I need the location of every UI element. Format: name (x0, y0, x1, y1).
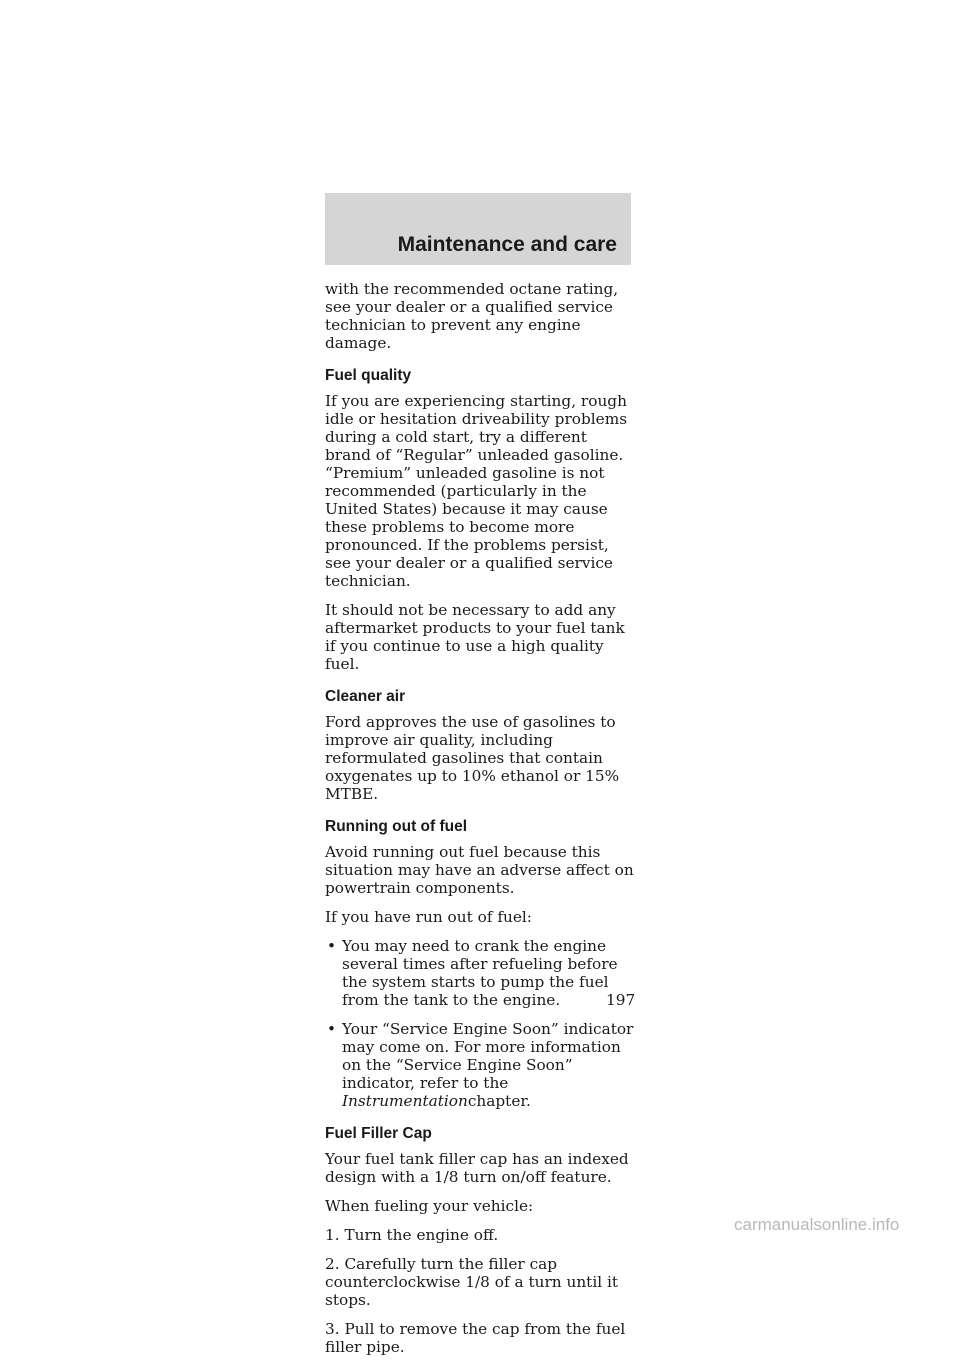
page-body (325, 280, 635, 1367)
fuel-quality-paragraph-2: It should not be necessary to add any aftermarket products to your fuel tank if you continue to use a high quality fuel. (325, 601, 625, 673)
cleaner-air-paragraph: Ford approves the use of gasolines to improve air quality, including reformulated gasolines that contain oxygenates up to 10% ethanol or 15% MTBE. (325, 713, 620, 803)
bullet-icon: • (327, 1020, 337, 1038)
bullet-icon: • (327, 937, 337, 955)
watermark: carmanualsonline.info (734, 1215, 900, 1234)
heading-fuel-quality: Fuel quality (325, 367, 412, 384)
section-header-band (325, 193, 631, 265)
running-out-paragraph-2: If you have run out of fuel: (325, 908, 532, 926)
filler-cap-paragraph-1: Your fuel tank filler cap has an indexed design with a 1/8 turn on/off feature. (325, 1150, 629, 1186)
intro-paragraph: with the recommended octane rating, see your dealer or a qualified service technician to prevent any engine damage. (325, 280, 619, 352)
bullet-text: Your “Service Engine Soon” indicator may come on. For more information on the “Service Engine Soon” indicator, refer to the (342, 1020, 634, 1092)
step-1: 1. Turn the engine off. (325, 1226, 499, 1244)
step-2: 2. Carefully turn the filler cap counterclockwise 1/8 of a turn until it stops. (325, 1255, 619, 1309)
step-3: 3. Pull to remove the cap from the fuel filler pipe. (325, 1320, 626, 1356)
heading-fuel-filler-cap: Fuel Filler Cap (325, 1125, 432, 1142)
fuel-quality-paragraph-1: If you are experiencing starting, rough idle or hesitation driveability problems during a cold start, try a different brand of “Regular” unleaded gasoline. “Premium” unleaded gasoline is not recommended (particularly in the United States) because it may cause these problems to become more pronounced. If the problems persist, see your dealer or a qualified service technician. (325, 392, 628, 590)
filler-cap-paragraph-2: When fueling your vehicle: (325, 1197, 534, 1215)
bullet-item-service-engine-soon (325, 1020, 635, 1110)
heading-cleaner-air: Cleaner air (325, 688, 406, 705)
page-number: 197 (606, 991, 636, 1009)
chapter-reference: Instrumentation (342, 1092, 468, 1110)
bullet-text-tail: chapter. (467, 1092, 531, 1110)
running-out-paragraph-1: Avoid running out fuel because this situation may have an adverse affect on powertrain components. (325, 843, 634, 897)
bullet-text: You may need to crank the engine several times after refueling before the system starts to pump the fuel from the tank to the engine. (342, 937, 618, 1009)
section-title: Maintenance and care (397, 233, 617, 256)
bullet-item-crank-engine (325, 937, 635, 1009)
heading-running-out-of-fuel: Running out of fuel (325, 818, 468, 835)
